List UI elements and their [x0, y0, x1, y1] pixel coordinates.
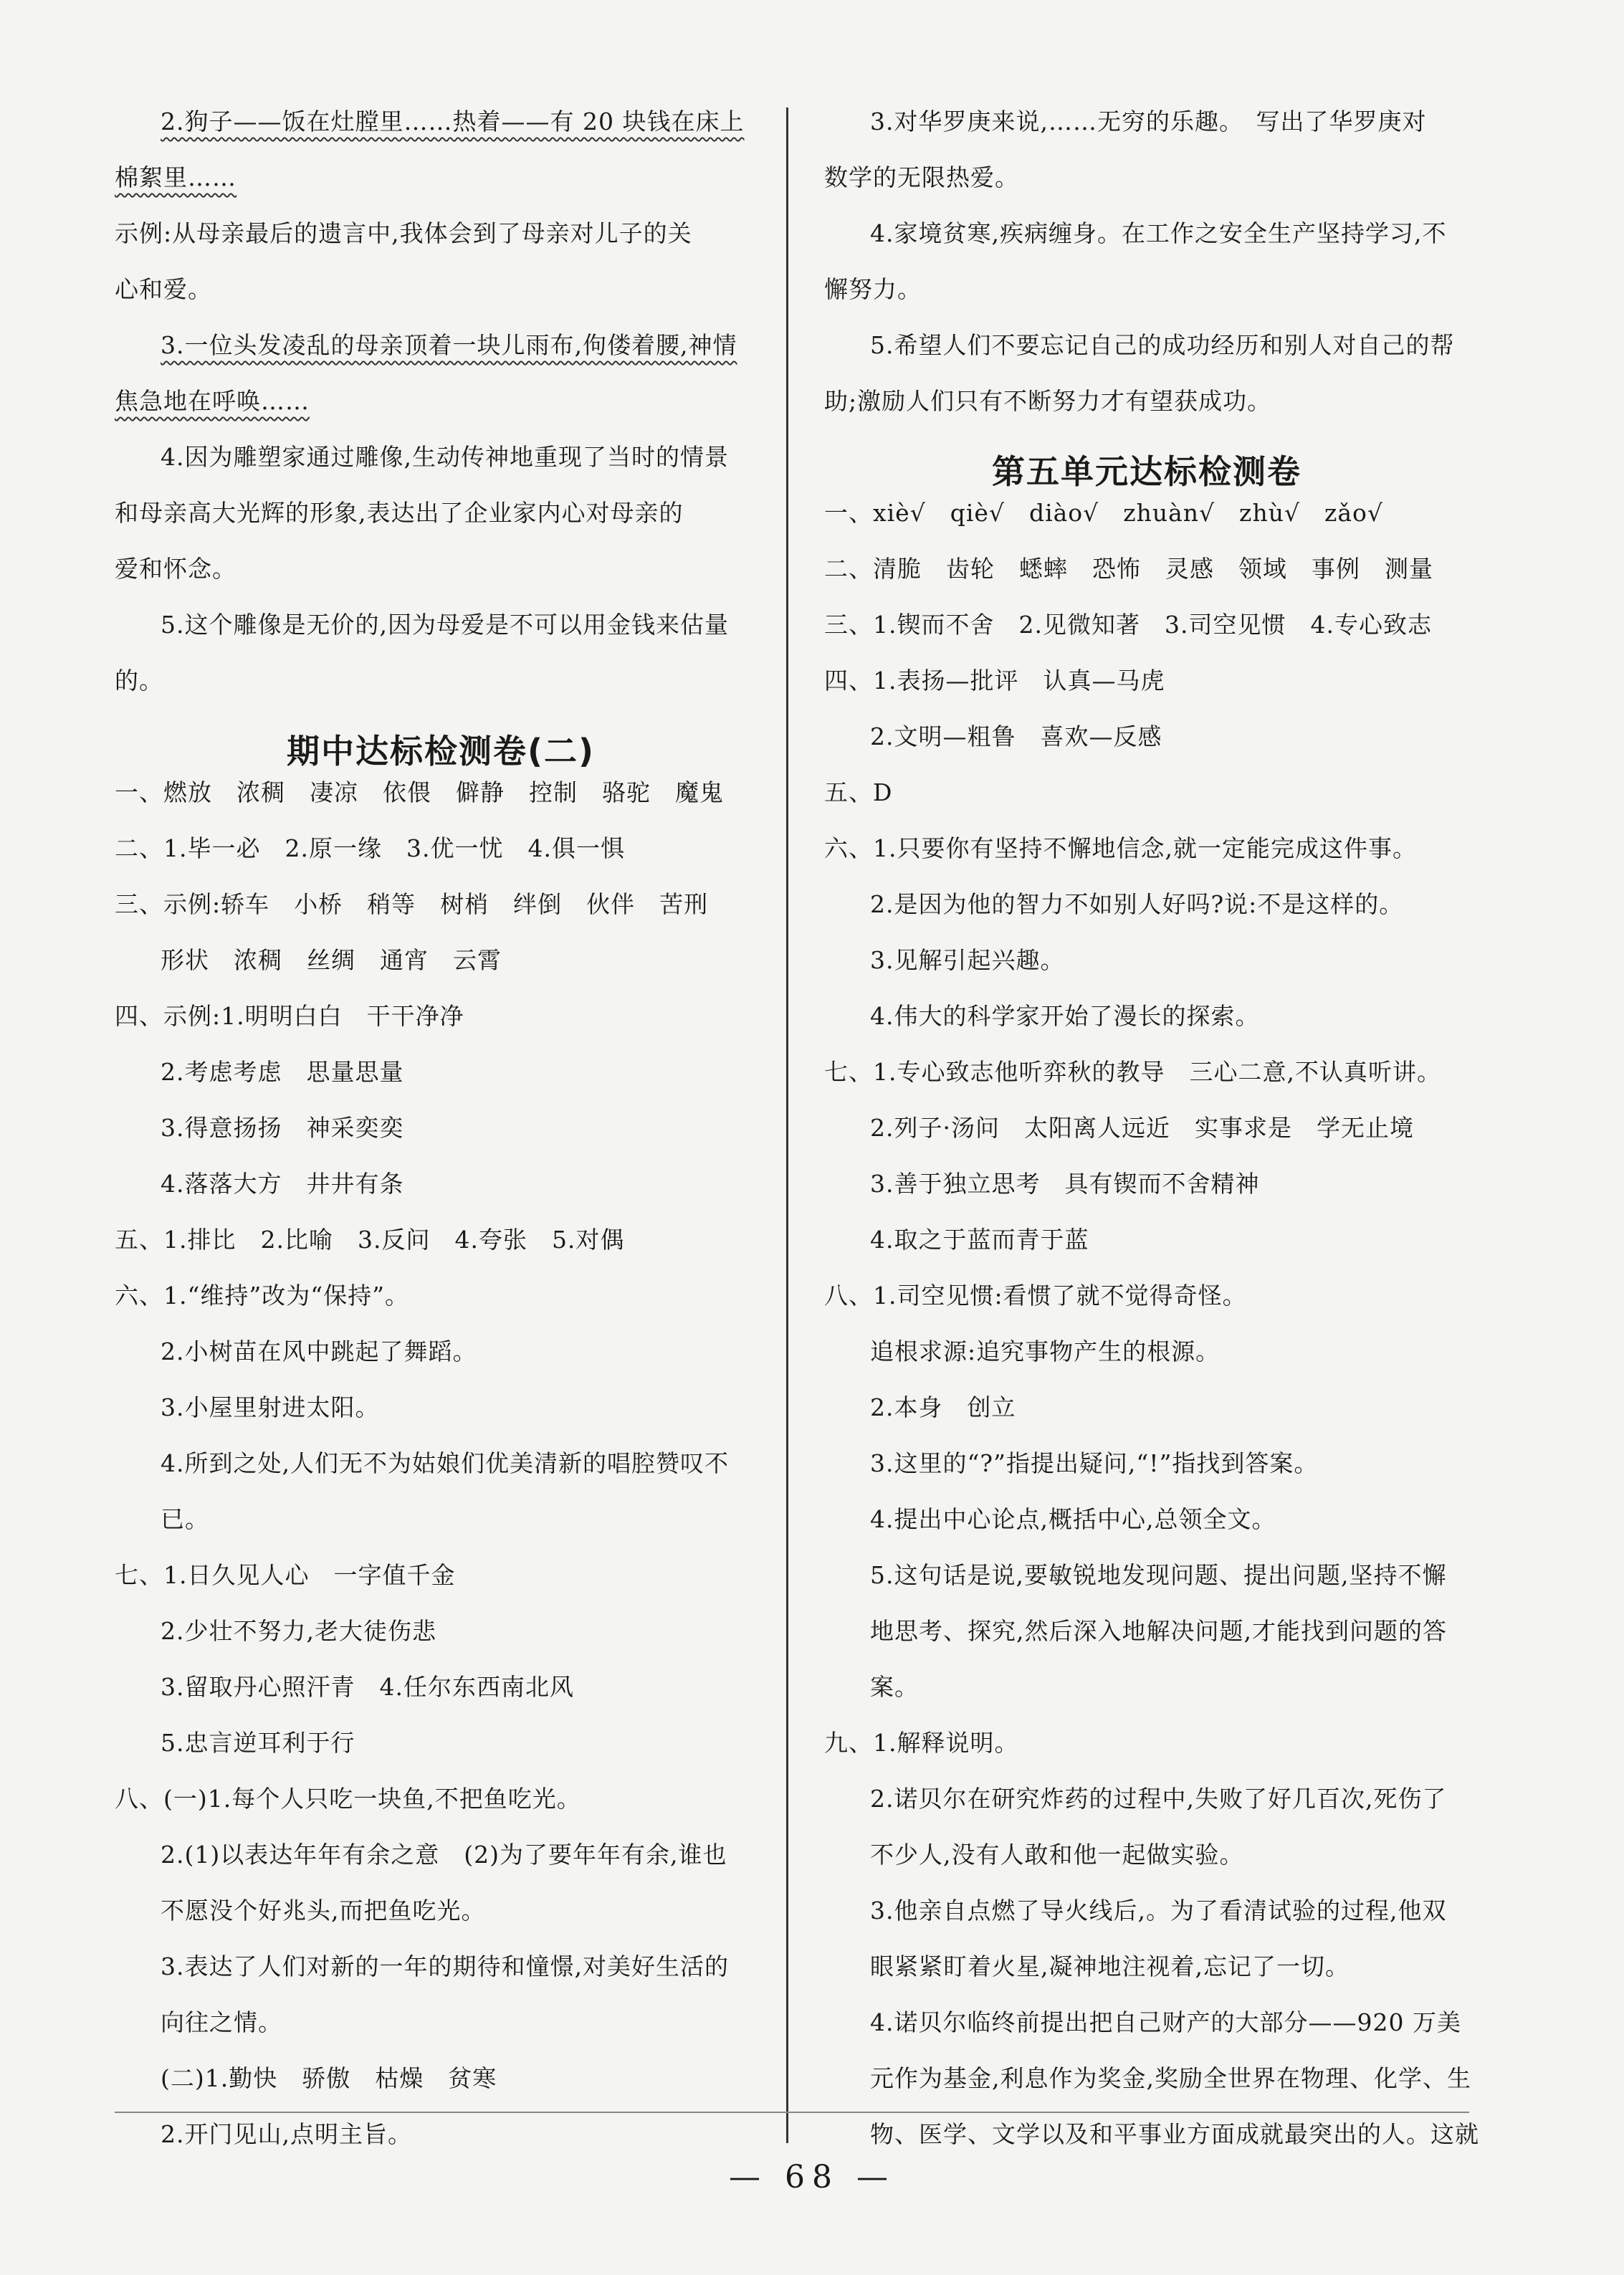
text-line: 的。 [115, 667, 163, 695]
text-line: 2.(1)以表达年年有余之意 (2)为了要年年有余,谁也 [161, 1841, 727, 1869]
text-line: 2.开门见山,点明主旨。 [161, 2120, 412, 2148]
text-line: 2.诺贝尔在研究炸药的过程中,失败了好几百次,死伤了 [870, 1785, 1447, 1813]
text-line: 心和爱。 [115, 275, 212, 303]
text-line: 地思考、探究,然后深入地解决问题,才能找到问题的答 [870, 1617, 1447, 1645]
text-line: 3.留取丹心照汗青 4.任尔东西南北风 [161, 1673, 574, 1701]
text-line: 形状 浓稠 丝绸 通宵 云霄 [161, 946, 502, 974]
footer-rule [115, 2112, 1469, 2113]
text-line: 追根求源:追究事物产生的根源。 [870, 1337, 1221, 1365]
text-line: 2.少壮不努力,老大徒伤悲 [161, 1617, 436, 1645]
text-line: 不少人,没有人敢和他一起做实验。 [870, 1841, 1244, 1869]
text-line: 2.考虑考虑 思量思量 [161, 1058, 404, 1086]
text-line: 数学的无限热爱。 [824, 163, 1019, 191]
text-line: 4.落落大方 井井有条 [161, 1170, 404, 1198]
text-line: 案。 [870, 1673, 919, 1701]
text-line: 5.这个雕像是无价的,因为母爱是不可以用金钱来估量 [161, 611, 729, 639]
text-line: 懈努力。 [824, 275, 922, 303]
text-line: 一、xiè√ qiè√ diào√ zhuàn√ zhù√ zǎo√ [824, 499, 1383, 527]
text-line: 2.文明—粗鲁 喜欢—反感 [870, 722, 1162, 750]
text-line: 3.得意扬扬 神采奕奕 [161, 1114, 404, 1142]
text-line: 4.所到之处,人们无不为姑娘们优美清新的唱腔赞叹不 [161, 1449, 729, 1477]
text-line: 助;激励人们只有不断努力才有望获成功。 [824, 387, 1272, 415]
text-line: 七、1.日久见人心 一字值千金 [115, 1561, 456, 1589]
text-line: 向往之情。 [161, 2008, 282, 2036]
text-line: 八、(一)1.每个人只吃一块鱼,不把鱼吃光。 [115, 1785, 581, 1813]
column-divider [786, 108, 788, 2143]
text-line: 3.表达了人们对新的一年的期待和憧憬,对美好生活的 [161, 1952, 729, 1980]
text-line: 4.诺贝尔临终前提出把自己财产的大部分——920 万美 [870, 2008, 1461, 2036]
text-line: 四、示例:1.明明白白 干干净净 [115, 1002, 464, 1030]
text-line: 2.列子·汤问 太阳离人远近 实事求是 学无止境 [870, 1114, 1414, 1142]
text-line: 九、1.解释说明。 [824, 1729, 1019, 1757]
text-line: 4.提出中心论点,概括中心,总领全文。 [870, 1505, 1276, 1533]
text-line: 3.一位头发凌乱的母亲顶着一块儿雨布,佝偻着腰,神情 [161, 331, 737, 359]
text-line: 三、1.锲而不舍 2.见微知著 3.司空见惯 4.专心致志 [824, 611, 1432, 639]
text-line: 4.家境贫寒,疾病缠身。在工作之安全生产坚持学习,不 [870, 219, 1447, 247]
text-line: 眼紧紧盯着火星,凝神地注视着,忘记了一切。 [870, 1952, 1350, 1980]
text-line: 二、1.毕一必 2.原一缘 3.优一忧 4.俱一惧 [115, 834, 625, 862]
text-line: 八、1.司空见惯:看惯了就不觉得奇怪。 [824, 1282, 1247, 1310]
text-line: (二)1.勤快 骄傲 枯燥 贫寒 [161, 2064, 497, 2092]
text-line: 七、1.专心致志他听弈秋的教导 三心二意,不认真听讲。 [824, 1058, 1441, 1086]
left-column [115, 108, 767, 2176]
text-line: 棉絮里…… [115, 163, 237, 191]
text-line: 已。 [161, 1505, 209, 1533]
text-line: 3.这里的“?”指提出疑问,“!”指找到答案。 [870, 1449, 1319, 1477]
text-line: 五、D [824, 778, 893, 806]
text-line: 5.这句话是说,要敏锐地发现问题、提出问题,坚持不懈 [870, 1561, 1447, 1589]
text-line: 元作为基金,利息作为奖金,奖励全世界在物理、化学、生 [870, 2064, 1471, 2092]
text-line: 5.忠言逆耳利于行 [161, 1729, 355, 1757]
text-line: 六、1.只要你有坚持不懈地信念,就一定能完成这件事。 [824, 834, 1417, 862]
text-line: 3.对华罗庚来说,……无穷的乐趣。 写出了华罗庚对 [870, 108, 1427, 135]
text-line: 和母亲高大光辉的形象,表达出了企业家内心对母亲的 [115, 499, 684, 527]
text-line: 五、1.排比 2.比喻 3.反问 4.夸张 5.对偶 [115, 1226, 625, 1254]
text-line: 二、清脆 齿轮 蟋蟀 恐怖 灵感 领域 事例 测量 [824, 555, 1433, 583]
text-line: 六、1.“维持”改为“保持”。 [115, 1282, 409, 1310]
text-line: 示例:从母亲最后的遗言中,我体会到了母亲对儿子的关 [115, 219, 692, 247]
text-line: 3.他亲自点燃了导火线后,。为了看清试验的过程,他双 [870, 1897, 1447, 1925]
text-line: 2.小树苗在风中跳起了舞蹈。 [161, 1337, 477, 1365]
text-line: 一、燃放 浓稠 凄凉 依偎 僻静 控制 骆驼 魔鬼 [115, 778, 724, 806]
page-number: — 68 — [729, 2159, 895, 2195]
text-line: 5.希望人们不要忘记自己的成功经历和别人对自己的帮 [870, 331, 1455, 359]
section-title-midterm: 期中达标检测卷(二) [286, 732, 596, 771]
text-line: 2.狗子——饭在灶膛里……热着——有 20 块钱在床上 [161, 108, 745, 135]
section-title-unit5: 第五单元达标检测卷 [992, 452, 1301, 491]
text-line: 4.伟大的科学家开始了漫长的探索。 [870, 1002, 1260, 1030]
text-line: 三、示例:轿车 小桥 稍等 树梢 绊倒 伙伴 苦刑 [115, 890, 709, 918]
text-line: 四、1.表扬—批评 认真—马虎 [824, 667, 1165, 695]
text-line: 3.善于独立思考 具有锲而不舍精神 [870, 1170, 1260, 1198]
text-line: 4.取之于蓝而青于蓝 [870, 1226, 1089, 1254]
text-line: 4.因为雕塑家通过雕像,生动传神地重现了当时的情景 [161, 443, 729, 471]
text-line: 物、医学、文学以及和平事业方面成就最突出的人。这就 [870, 2120, 1479, 2148]
text-line: 2.是因为他的智力不如别人好吗?说:不是这样的。 [870, 890, 1404, 918]
text-line: 3.见解引起兴趣。 [870, 946, 1065, 974]
text-line: 不愿没个好兆头,而把鱼吃光。 [161, 1897, 486, 1925]
text-line: 爱和怀念。 [115, 555, 237, 583]
right-column [824, 108, 1479, 2176]
text-line: 焦急地在呼唤…… [115, 387, 310, 415]
text-line: 3.小屋里射进太阳。 [161, 1393, 380, 1421]
text-line: 2.本身 创立 [870, 1393, 1016, 1421]
